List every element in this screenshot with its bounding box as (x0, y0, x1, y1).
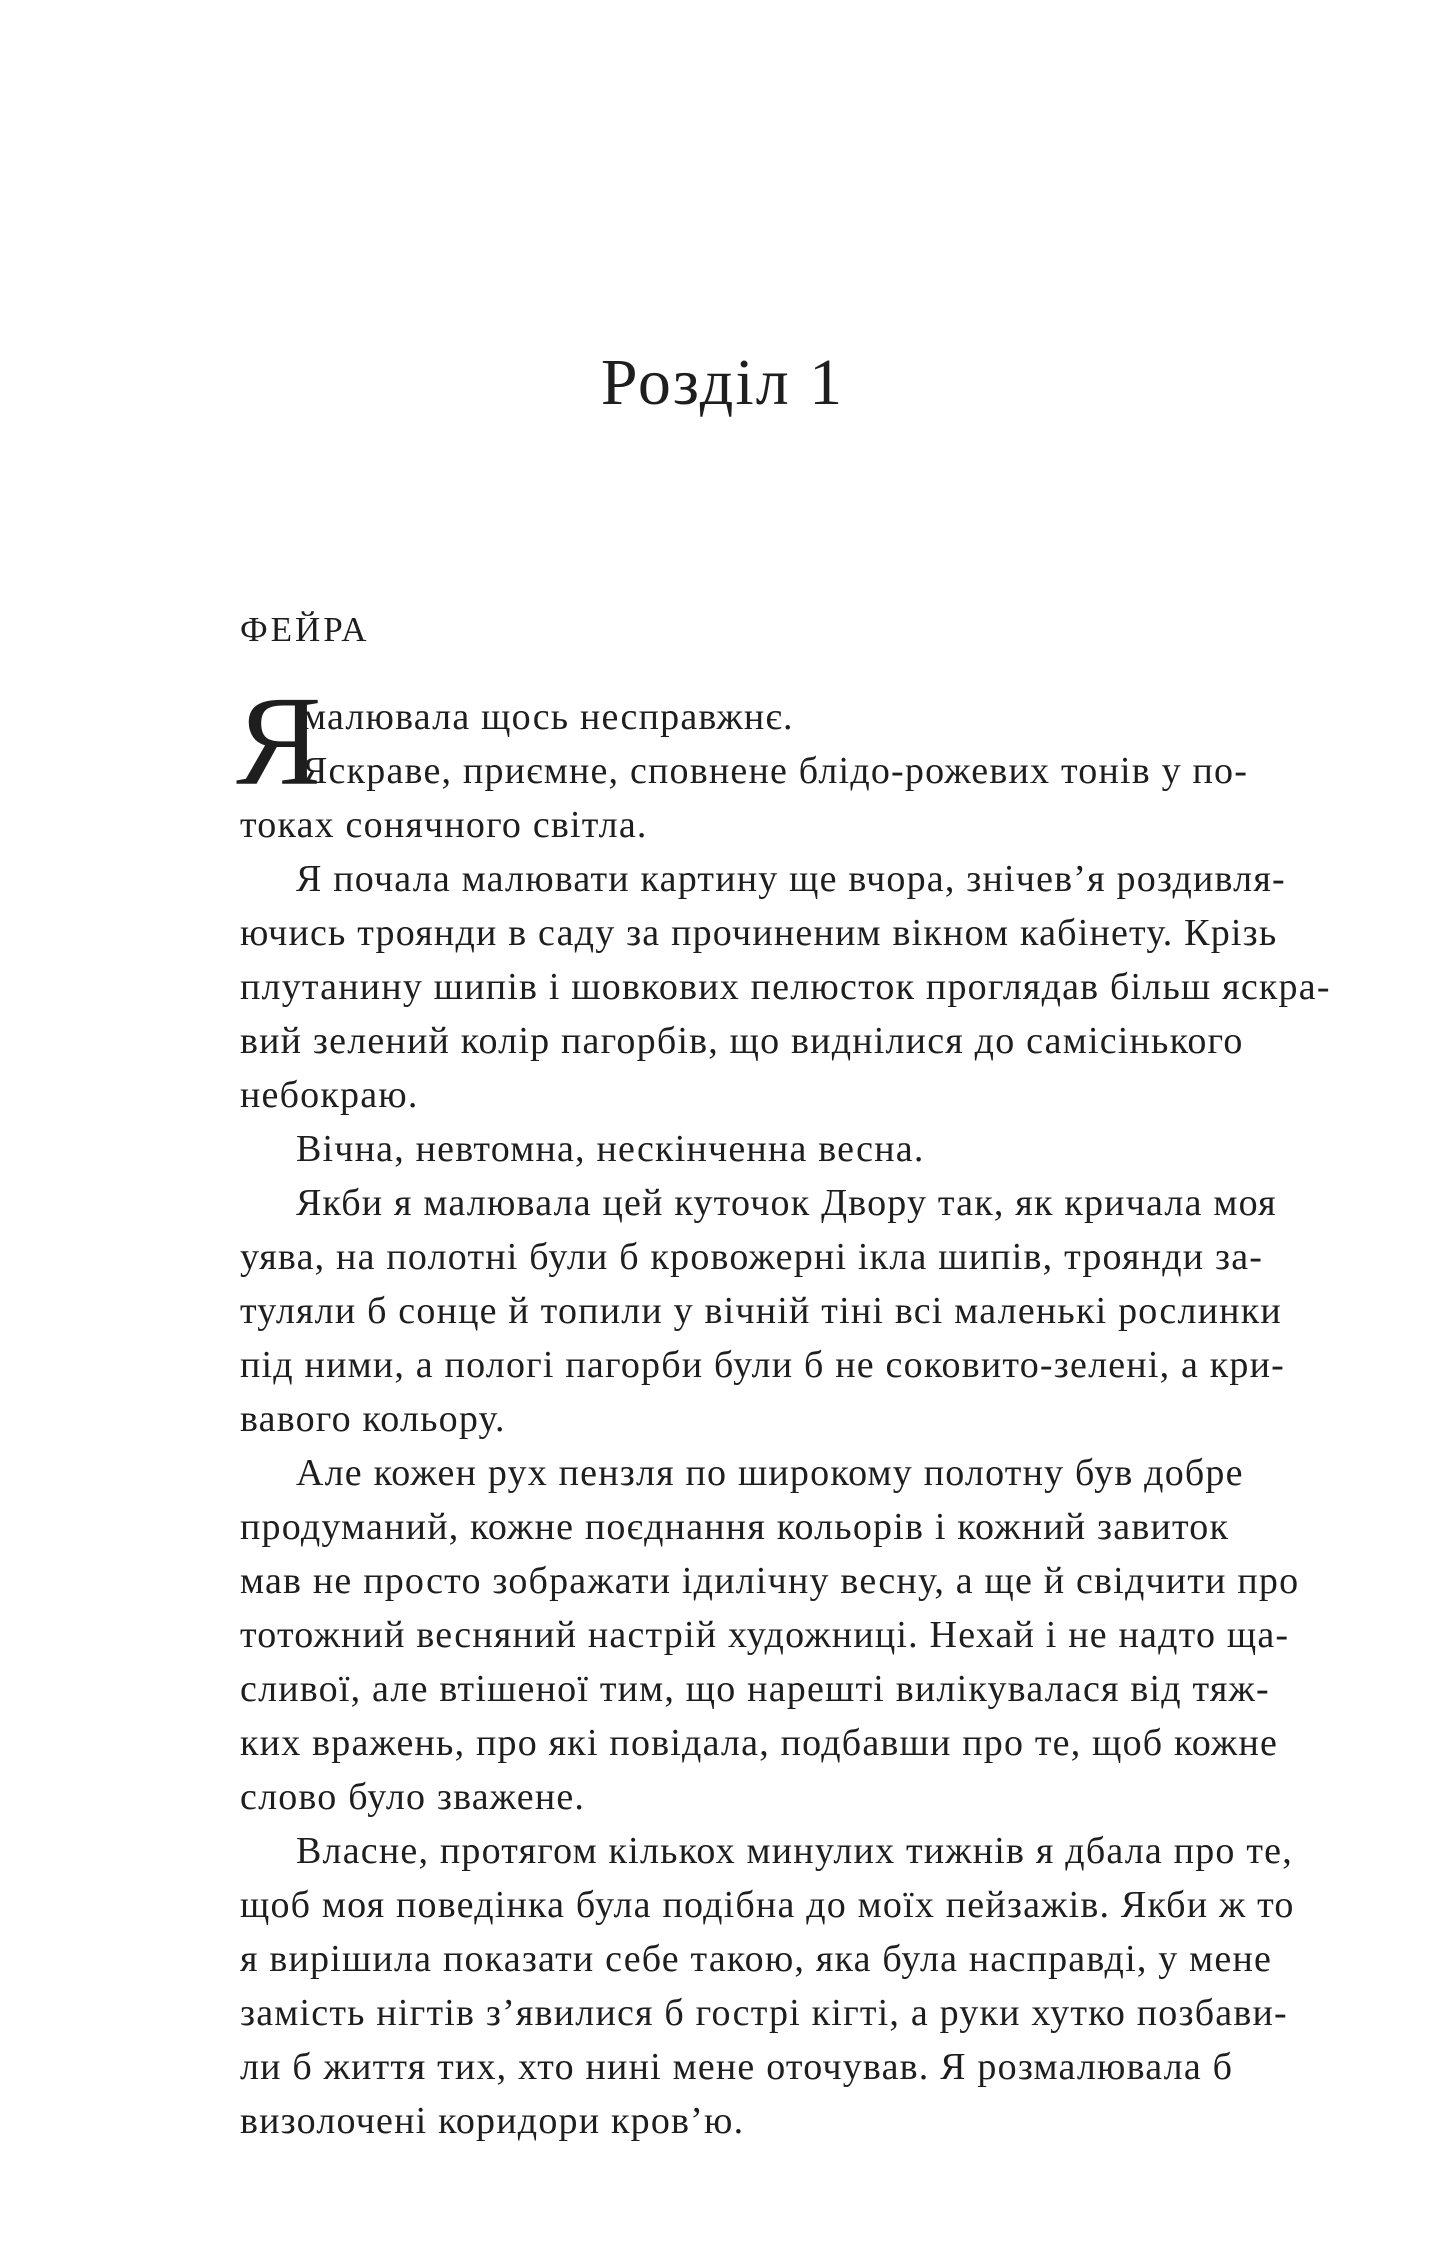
paragraph (240, 1176, 1286, 1446)
text-line: визолочені коридори кров’ю. (240, 2100, 745, 2142)
text-line: під ними, а пологі пагорби були б не соковито-зелені, а кри- (240, 1344, 1286, 1386)
drop-cap: Я (236, 670, 323, 812)
text-line: небокраю. (240, 1074, 419, 1116)
text-line: плутанину шипів і шовкових пелюсток проглядав більш яскра- (240, 966, 1331, 1008)
text-line: Яскраве, приємне, сповнене блідо-рожевих тонів у по- (302, 750, 1249, 792)
text-line: вий зелений колір пагорбів, що виднілися до самісінького (240, 1020, 1244, 1062)
paragraph (240, 852, 1331, 1122)
text-line: продуманий, кожне поєднання кольорів і кожний завиток (240, 1506, 1230, 1548)
text-line: я вирішила показати себе такою, яка була насправді, у мене (240, 1938, 1273, 1980)
text-line: Якби я малювала цей куточок Двору так, як кричала моя (296, 1182, 1277, 1224)
text-line: Я почала малювати картину ще вчора, знічев’я роздивля- (296, 858, 1286, 900)
text-line: Але кожен рух пензля по широкому полотну був добре (296, 1452, 1244, 1494)
text-line: малювала щось несправжнє. (302, 696, 794, 738)
paragraph (240, 1824, 1295, 2148)
body-text (236, 670, 1331, 2148)
text-line: Власне, протягом кількох минулих тижнів я дбала про те, (296, 1830, 1293, 1872)
text-line: слово було зважене. (240, 1776, 586, 1818)
text-line: ючись троянди в саду за прочиненим вікном кабінету. Крізь (240, 912, 1278, 954)
paragraph (236, 670, 1249, 852)
text-line: вавого кольору. (240, 1398, 506, 1440)
text-line: ли б життя тих, хто нині мене оточував. Я розмалювала б (240, 2046, 1234, 2088)
text-line: тотожний весняний настрій художниці. Нехай і не надто ща- (240, 1614, 1290, 1656)
text-line: сливої, але втішеної тим, що нарешті вилікувалася від тяж- (240, 1668, 1270, 1710)
paragraph (240, 1446, 1300, 1824)
text-line: ких вражень, про які повідала, подбавши про те, щоб кожне (240, 1722, 1279, 1764)
text-line: токах сонячного світла. (240, 804, 648, 846)
text-line: щоб моя поведінка була подібна до моїх пейзажів. Якби ж то (240, 1884, 1295, 1926)
text-line: мав не просто зображати ідилічну весну, а ще й свідчити про (240, 1560, 1300, 1602)
chapter-title: Розділ 1 (600, 346, 845, 419)
character-name: ФЕЙРА (240, 610, 370, 649)
paragraph (240, 1122, 1240, 1176)
text-line: Вічна, невтомна, нескінченна весна. (296, 1128, 925, 1170)
text-line: туляли б сонце й топили у вічній тіні всі маленькі рослинки (240, 1290, 1282, 1332)
text-line: замість нігтів з’явилися б гострі кігті, а руки хутко позбави- (240, 1992, 1288, 2034)
text-line: уява, на полотні були б кровожерні ікла шипів, троянди за- (240, 1236, 1264, 1278)
